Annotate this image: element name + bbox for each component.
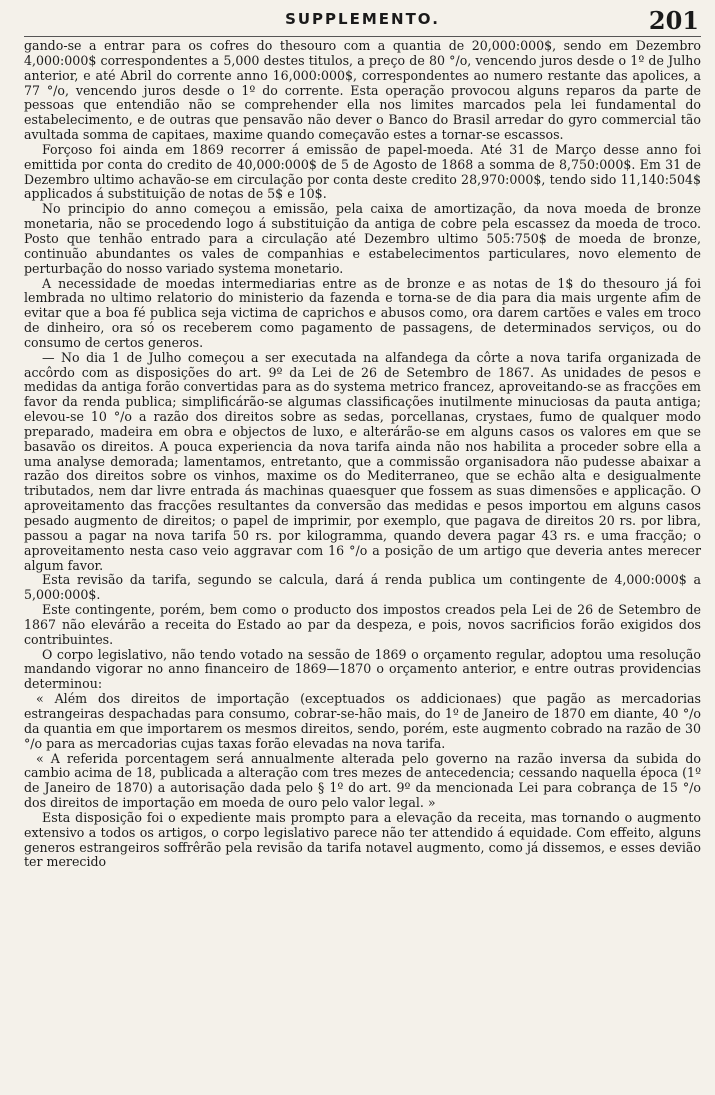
paragraph: A necessidade de moedas intermediarias entre as de bronze e as notas de 1$ do thesouro já foi lembrada no ultimo relatorio do ministerio da fazenda e torna-se de dia para dia mais urgente afim de evitar que a boa fé publica seja victima de caprichos e abusos como, ora darem cartões e vales em troco de dinheiro, ora só os receberem como pagamento de passagens, de determinados serviços, ou do consumo de certos generos.	[24, 275, 701, 350]
page-header	[24, 6, 701, 37]
paragraph: O corpo legislativo, não tendo votado na sessão de 1869 o orçamento regular, adoptou uma resolução mandando vigorar no anno financeiro de 1869—1870 o orçamento anterior, e entre outras providencias determinou:	[24, 646, 701, 692]
paragraph: Esta disposição foi o expediente mais prompto para a elevação da receita, mas tornando o augmento extensivo a todos os artigos, o corpo legislativo parece não ter attendido á equidade. Com effeito, alguns generos estrangeiros soffrêrão pela revisão da tarifa notavel augmento, como já dissemos, e esses devião ter merecido	[24, 809, 701, 870]
quoted-paragraph: « Além dos direitos de importação (exceptuados os addicionaes) que pagão as mercadorias estrangeiras despachadas para consumo, cobrar-se-hão mais, do 1º de Janeiro de 1870 em diante, 40 °/o da quantia em que importarem os mesmos direitos, sendo, porém, este augmento cobrado na razão de 30 °/o para as mercadorias cujas taxas forão elevadas na nova tarifa.	[24, 691, 701, 751]
quoted-paragraph: « A referida porcentagem será annualmente alterada pelo governo na razão inversa da subida do cambio acima de 18, publicada a alteração com tres mezes de antecedencia; cessando naquella época (1º de Janeiro de 1870) a autorisação dada pelo § 1º do art. 9º da mencionada Lei para cobrança de 15 °/o dos direitos de importação em moeda de ouro pelo valor legal. »	[24, 750, 701, 811]
paragraph: — No dia 1 de Julho começou a ser executada na alfandega da côrte a nova tarifa organizada de accôrdo com as disposições do art. 9º da Lei de 26 de Setembro de 1867. As unidades de pesos e medidas da antiga forão convertidas para as do systema metrico francez, aproveitando-se as fracções em favor da renda publica; simplificárão-se algumas classificações inutilmente minuciosas da pauta antiga; elevou-se 10 °/o a razão dos direitos sobre as sedas, porcellanas, crystaes, fumo de qualquer modo preparado, madeira em obra e objectos de luxo, e alterárão-se em alguns casos os valores em que se basavão os direitos. A pouca experiencia da nova tarifa ainda não nos habilita a proceder sobre ella a uma analyse demorada; lamentamos, entretanto, que a commissão organisadora não pudesse abaixar a razão dos direitos sobre os vinhos, maxime os do Mediterraneo, que se echão alta e desigualmente tributados, nem dar livre entrada ás machinas quaesquer que fossem as suas dimensões e applicação. O aproveitamento das fracções resultantes da conversão das medidas e pesos importou em alguns casos pesado augmento de direitos; o papel de imprimir, por exemplo, que pagava de direitos 20 rs. por libra, passou a pagar na nova tarifa 50 rs. por kilogramma, quando devera pagar 43 rs. e uma fracção; o aproveitamento nesta caso veio aggravar com 16 °/o a posição de um artigo que deveria antes merecer algum favor.	[24, 349, 701, 573]
paragraph: Forçoso foi ainda em 1869 recorrer á emissão de papel-moeda. Até 31 de Março desse anno foi emittida por conta do credito de 40,000:000$ de 5 de Agosto de 1868 a somma de 8,750:000$. Em 31 de Dezembro ultimo achavão-se em circulação por conta deste credito 28,970:000$, tendo sido 11,140:504$ applicados á substituição de notas de 5$ e 10$.	[24, 141, 701, 202]
section-title: SUPPLEMENTO.	[285, 10, 440, 28]
paragraph: gando-se a entrar para os cofres do thesouro com a quantia de 20,000:000$, sendo em Dezembro 4,000:000$ correspondentes a 5,000 destes titulos, a preço de 80 °/o, vencendo juros desde o 1º de Julho anterior, e até Abril do corrente anno 16,000:000$, correspondentes ao numero restante das apolices, a 77 °/o, vencendo juros desde o 1º do corrente. Esta operação provocou alguns reparos da parte de pessoas que entendião não se comprehender ella nos limites marcados pela lei fundamental do estabelecimento, e de outras que pensavão não dever o Banco do Brasil arredar do gyro commercial tão avultada somma de capitaes, maxime quando começavão estes a tornar-se escassos.	[24, 38, 701, 143]
paragraph: Esta revisão da tarifa, segundo se calcula, dará á renda publica um contingente de 4,000:000$ a 5,000:000$.	[24, 572, 701, 603]
paragraph: Este contingente, porém, bem como o producto dos impostos creados pela Lei de 26 de Setembro de 1867 não elevárão a receita do Estado ao par da despeza, e pois, novos sacrificios forão exigidos dos contribuintes.	[24, 602, 701, 647]
article-body	[24, 39, 701, 870]
page-number: 201	[648, 6, 699, 35]
paragraph: No principio do anno começou a emissão, pela caixa de amortização, da nova moeda de bronze monetaria, não se procedendo logo á substituição da antiga de cobre pela escassez da moeda de troco. Posto que tenhão entrado para a circulação até Dezembro ultimo 505:750$ de moeda de bronze, continuão abundantes os vales de companhias e estabelecimentos particulares, novo elemento de perturbação do nosso variado systema monetario.	[24, 201, 701, 276]
